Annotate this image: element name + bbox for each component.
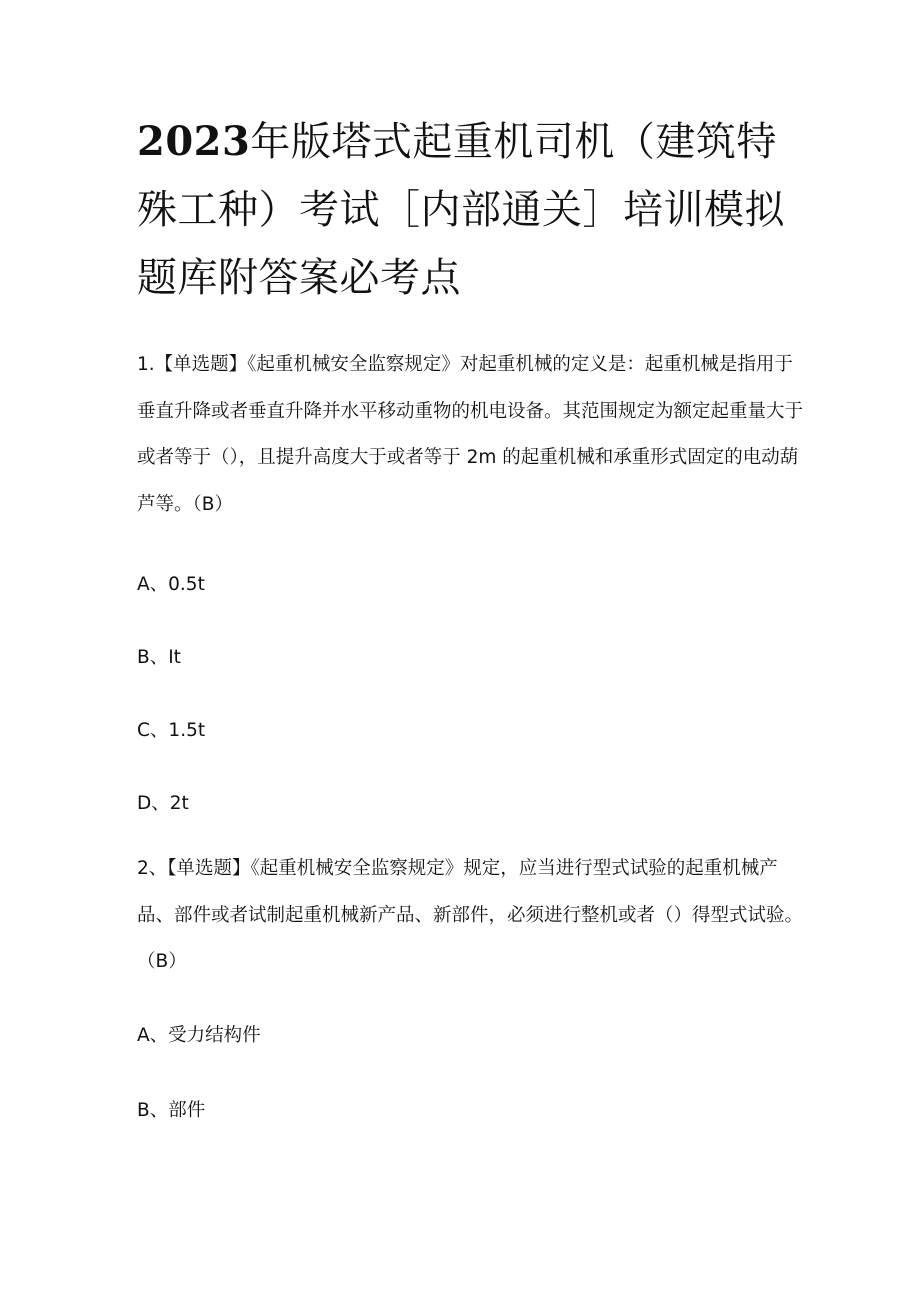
question-2-option-a: A、受力结构件 [137, 1025, 261, 1046]
question-1-option-a: A、0.5t [137, 574, 205, 595]
question-1-option-d: D、2t [137, 793, 189, 814]
document-title [137, 108, 797, 312]
question-1-option-b: B、It [137, 647, 181, 668]
title-text: 年版塔式起重机司机（建筑特殊工种）考试［内部通关］培训模拟题库附答案必考点 [137, 119, 785, 301]
title-year: 2023 [137, 118, 251, 165]
question-2-text: 2、【单选题】《起重机械安全监察规定》规定，应当进行型式试验的起重机械产品、部件或者试制起重机械新产品、新部件，必须进行整机或者（）得型式试验。（B） [137, 858, 804, 972]
question-1-text: 1.【单选题】《起重机械安全监察规定》对起重机械的定义是：起重机械是指用于垂直升降或者垂直升降并水平移动重物的机电设备。其范围规定为额定起重量大于或者等于（），且提升高度大于或者等于 2m 的起重机械和承重形式固定的电动葫芦等。（B） [137, 354, 804, 515]
question-1-option-c: C、1.5t [137, 720, 206, 741]
question-2-option-b: B、部件 [137, 1100, 206, 1121]
